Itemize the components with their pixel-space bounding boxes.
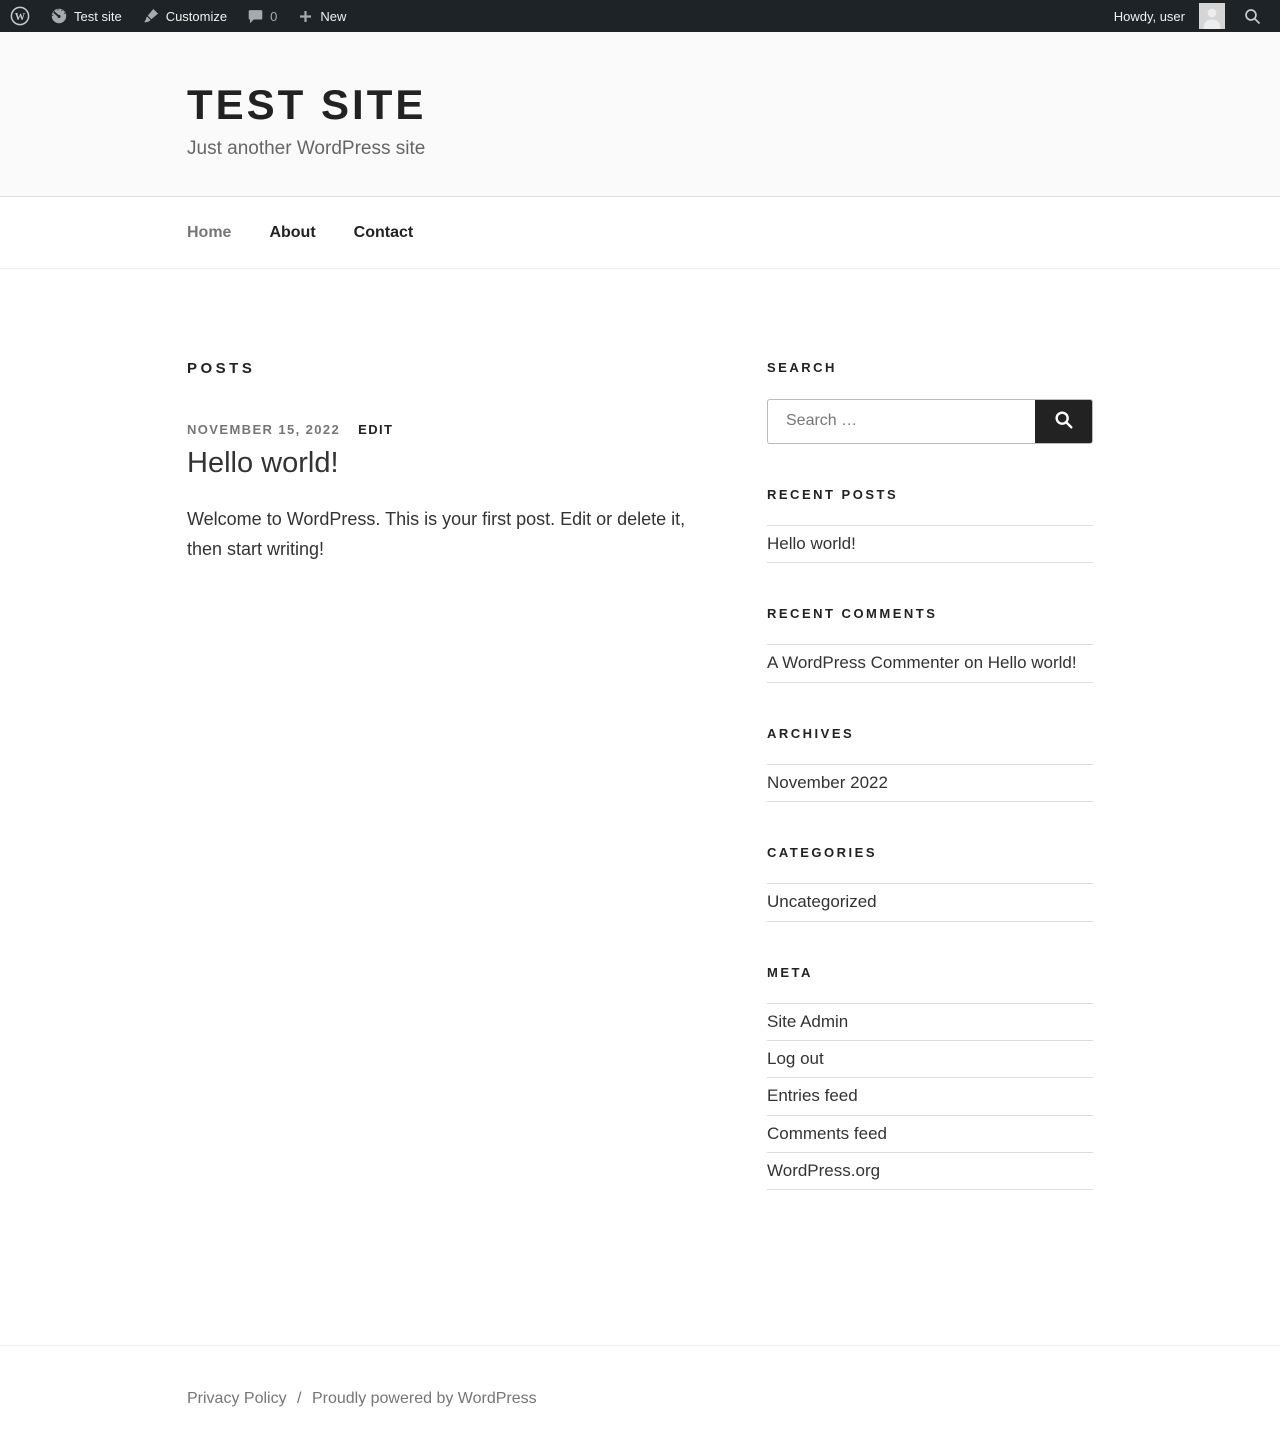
main-navigation (0, 197, 1280, 269)
search-icon (1053, 409, 1075, 434)
comment-bubble-icon (247, 8, 264, 25)
post-edit-link[interactable]: EDIT (358, 422, 394, 438)
list-item (767, 645, 1093, 682)
post-article (187, 422, 712, 565)
meta-widget (767, 965, 1093, 1191)
search-submit-button[interactable] (1035, 400, 1092, 443)
admin-bar-right (1104, 0, 1270, 32)
meta-title: META (767, 964, 813, 980)
post-body-text: Welcome to WordPress. This is your first post. Edit or delete it, then start writing! (187, 509, 686, 560)
meta-wordpress-org-link[interactable]: WordPress.org (767, 1160, 881, 1180)
archive-link[interactable]: November 2022 (767, 772, 888, 792)
privacy-policy-link[interactable]: Privacy Policy (187, 1390, 287, 1408)
list-item (767, 1041, 1093, 1078)
admin-bar-site-name-label: Test site (74, 8, 122, 24)
list-item (767, 526, 1093, 563)
admin-bar-comments[interactable] (237, 0, 287, 32)
wordpress-logo-icon (10, 6, 30, 26)
list-item (767, 765, 1093, 802)
search-form (767, 399, 1093, 444)
search-widget-title: SEARCH (767, 360, 837, 376)
recent-posts-title: RECENT POSTS (767, 486, 899, 502)
meta-log-out-link[interactable]: Log out (767, 1049, 824, 1069)
page-title: POSTS (187, 360, 256, 378)
nav-item-home[interactable]: Home (187, 224, 232, 242)
admin-bar-site-name[interactable] (40, 0, 132, 32)
list-item (767, 1078, 1093, 1115)
entry-meta (187, 422, 712, 437)
meta-site-admin-link[interactable]: Site Admin (767, 1011, 849, 1031)
dashboard-gauge-icon (50, 7, 68, 25)
nav-item-contact[interactable]: Contact (353, 224, 414, 242)
categories-widget (767, 845, 1093, 922)
site-tagline: Just another WordPress site (187, 138, 426, 160)
comment-post-link[interactable]: Hello world! (987, 653, 1077, 673)
wordpress-logo-menu[interactable] (0, 0, 40, 32)
archives-title: ARCHIVES (767, 725, 855, 741)
categories-title: CATEGORIES (767, 845, 877, 861)
site-title (187, 82, 1093, 128)
sidebar (767, 360, 1093, 1233)
admin-bar-my-account[interactable] (1104, 0, 1235, 32)
svg-text:W: W (14, 12, 26, 23)
meta-entries-feed-link[interactable]: Entries feed (767, 1086, 858, 1106)
site-header (0, 32, 1280, 197)
category-link[interactable]: Uncategorized (767, 892, 877, 912)
comment-connector-text: on (959, 653, 988, 673)
admin-bar-search-icon[interactable] (1235, 0, 1270, 32)
post-title (187, 446, 712, 481)
meta-comments-feed-link[interactable]: Comments feed (767, 1123, 887, 1143)
recent-post-link[interactable]: Hello world! (767, 533, 856, 553)
admin-bar (0, 0, 1280, 32)
site-content (187, 269, 1093, 1345)
comment-author-link[interactable]: A WordPress Commenter (767, 653, 960, 673)
archives-widget (767, 726, 1093, 803)
admin-bar-new-label: New (320, 8, 347, 24)
site-footer (0, 1345, 1280, 1448)
plus-icon (297, 8, 314, 25)
post-date-link[interactable]: NOVEMBER 15, 2022 (187, 422, 341, 438)
recent-comments-widget (767, 606, 1093, 683)
admin-bar-left (0, 0, 356, 32)
admin-bar-new[interactable] (287, 0, 356, 32)
post-content (187, 505, 712, 565)
post-title-link[interactable]: Hello world! (187, 447, 339, 480)
list-item (767, 884, 1093, 921)
admin-bar-comments-count: 0 (270, 8, 278, 24)
avatar (1199, 3, 1225, 29)
powered-by-link[interactable]: Proudly powered by WordPress (311, 1390, 537, 1408)
admin-bar-customize-label: Customize (165, 8, 228, 24)
site-title-link[interactable]: TEST SITE (187, 81, 427, 128)
list-item (767, 1116, 1093, 1153)
list-item (767, 1004, 1093, 1041)
paintbrush-icon (142, 7, 160, 25)
footer-separator: / (297, 1390, 302, 1408)
howdy-text: Howdy, user (1113, 8, 1185, 24)
nav-item-about[interactable]: About (269, 224, 316, 242)
recent-comments-title: RECENT COMMENTS (767, 606, 938, 622)
list-item (767, 1153, 1093, 1190)
admin-bar-customize[interactable] (132, 0, 237, 32)
search-widget (767, 360, 1093, 443)
posts-column (187, 360, 712, 1233)
recent-posts-widget (767, 487, 1093, 564)
